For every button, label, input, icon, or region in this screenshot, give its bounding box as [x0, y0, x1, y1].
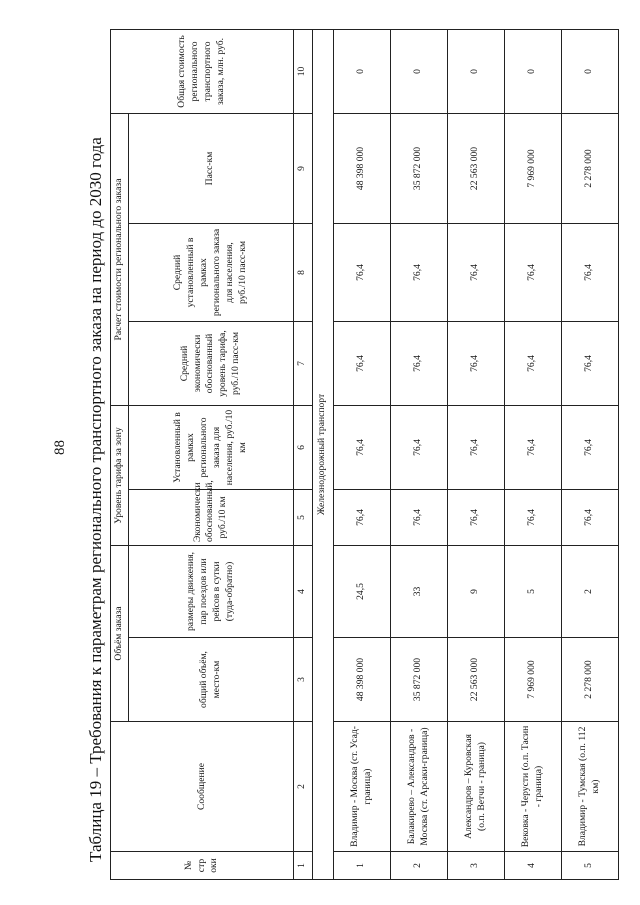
row-avg-set: 76,4	[333, 223, 390, 321]
row-set-tariff: 76,4	[333, 405, 390, 489]
row-total-cost: 0	[504, 29, 561, 113]
header-avg-econ: Средний экономически обоснованный уровень тарифа, руб./10 пасс-км	[128, 321, 293, 405]
row-number: 2	[390, 852, 447, 880]
header-pass-km: Пасс-км	[128, 113, 293, 223]
row-volume: 7 969 000	[504, 638, 561, 722]
row-total-cost: 0	[333, 29, 390, 113]
row-total-cost: 0	[561, 29, 618, 113]
column-number: 1	[293, 852, 312, 880]
row-movement-size: 24,5	[333, 545, 390, 637]
row-avg-set: 76,4	[447, 223, 504, 321]
row-movement-size: 2	[561, 545, 618, 637]
row-total-cost: 0	[390, 29, 447, 113]
header-volume-group: Объём заказа	[111, 545, 129, 721]
row-avg-set: 76,4	[561, 223, 618, 321]
row-avg-econ: 76,4	[390, 321, 447, 405]
table-row	[333, 29, 390, 879]
row-econ-tariff: 76,4	[504, 489, 561, 545]
header-avg-set: Средний установленный в рамках регионального заказа для населения, руб./10 пасс-км	[128, 223, 293, 321]
column-number: 4	[293, 545, 312, 637]
row-number: 5	[561, 852, 618, 880]
row-number: 4	[504, 852, 561, 880]
row-route: Вековка - Черусти (о.п. Тасин - граница)	[504, 722, 561, 852]
row-avg-econ: 76,4	[504, 321, 561, 405]
page-number: 88	[52, 440, 68, 455]
table-row	[561, 29, 618, 879]
table-row	[390, 29, 447, 879]
row-avg-econ: 76,4	[333, 321, 390, 405]
row-number: 3	[447, 852, 504, 880]
row-movement-size: 5	[504, 545, 561, 637]
header-route: Сообщение	[111, 722, 294, 852]
row-econ-tariff: 76,4	[390, 489, 447, 545]
row-pass-km: 35 872 000	[390, 113, 447, 223]
row-avg-econ: 76,4	[561, 321, 618, 405]
row-pass-km: 48 398 000	[333, 113, 390, 223]
row-movement-size: 33	[390, 545, 447, 637]
row-total-cost: 0	[447, 29, 504, 113]
header-row-no: № стр оки	[111, 852, 294, 880]
row-pass-km: 2 278 000	[561, 113, 618, 223]
header-econ-tariff: Экономически обоснованный, руб./10 км	[128, 489, 293, 545]
row-route: Балакирево – Александров - Москва (ст. Арсаки-граница)	[390, 722, 447, 852]
column-number: 10	[293, 29, 312, 113]
row-volume: 22 563 000	[447, 638, 504, 722]
row-set-tariff: 76,4	[504, 405, 561, 489]
header-tariff-group: Уровень тарифа за зону	[111, 405, 129, 545]
row-econ-tariff: 76,4	[447, 489, 504, 545]
header-total-cost: Общая стоимость регионального транспортного заказа, млн. руб.	[111, 29, 294, 113]
row-route: Владимир - Тумская (о.п. 112 км)	[561, 722, 618, 852]
row-volume: 35 872 000	[390, 638, 447, 722]
column-number: 7	[293, 321, 312, 405]
row-set-tariff: 76,4	[447, 405, 504, 489]
column-number: 6	[293, 405, 312, 489]
column-number: 8	[293, 223, 312, 321]
rotated-table-area	[86, 30, 601, 880]
column-number-row	[293, 29, 312, 879]
row-set-tariff: 76,4	[390, 405, 447, 489]
row-econ-tariff: 76,4	[561, 489, 618, 545]
row-pass-km: 7 969 000	[504, 113, 561, 223]
column-number: 2	[293, 722, 312, 852]
row-volume: 2 278 000	[561, 638, 618, 722]
column-number: 9	[293, 113, 312, 223]
row-avg-set: 76,4	[504, 223, 561, 321]
section-title: Железнодорожный транспорт	[312, 29, 333, 879]
row-pass-km: 22 563 000	[447, 113, 504, 223]
column-number: 5	[293, 489, 312, 545]
header-set-tariff: Установленный в рамках регионального заказа для населения, руб./10 км	[128, 405, 293, 489]
column-number: 3	[293, 638, 312, 722]
header-group-row	[111, 29, 129, 879]
table-caption: Таблица 19 – Требования к параметрам регионального транспортного заказа на период до 2030 года	[86, 137, 105, 862]
transport-order-table	[110, 29, 619, 880]
row-set-tariff: 76,4	[561, 405, 618, 489]
row-number: 1	[333, 852, 390, 880]
row-avg-econ: 76,4	[447, 321, 504, 405]
table-row	[504, 29, 561, 879]
row-movement-size: 9	[447, 545, 504, 637]
header-total-volume: общий объём, место-км	[128, 638, 293, 722]
row-volume: 48 398 000	[333, 638, 390, 722]
header-cost-group: Расчет стоимости регионального заказа	[111, 113, 129, 405]
row-econ-tariff: 76,4	[333, 489, 390, 545]
section-row	[312, 29, 333, 879]
table-row	[447, 29, 504, 879]
row-avg-set: 76,4	[390, 223, 447, 321]
row-route: Владимир - Москва (ст. Усад-граница)	[333, 722, 390, 852]
row-route: Александров – Куровская (о.п. Ветчи - граница)	[447, 722, 504, 852]
header-movement-size: размеры движения, пар поездов или рейсов в сутки (туда-обратно)	[128, 545, 293, 637]
